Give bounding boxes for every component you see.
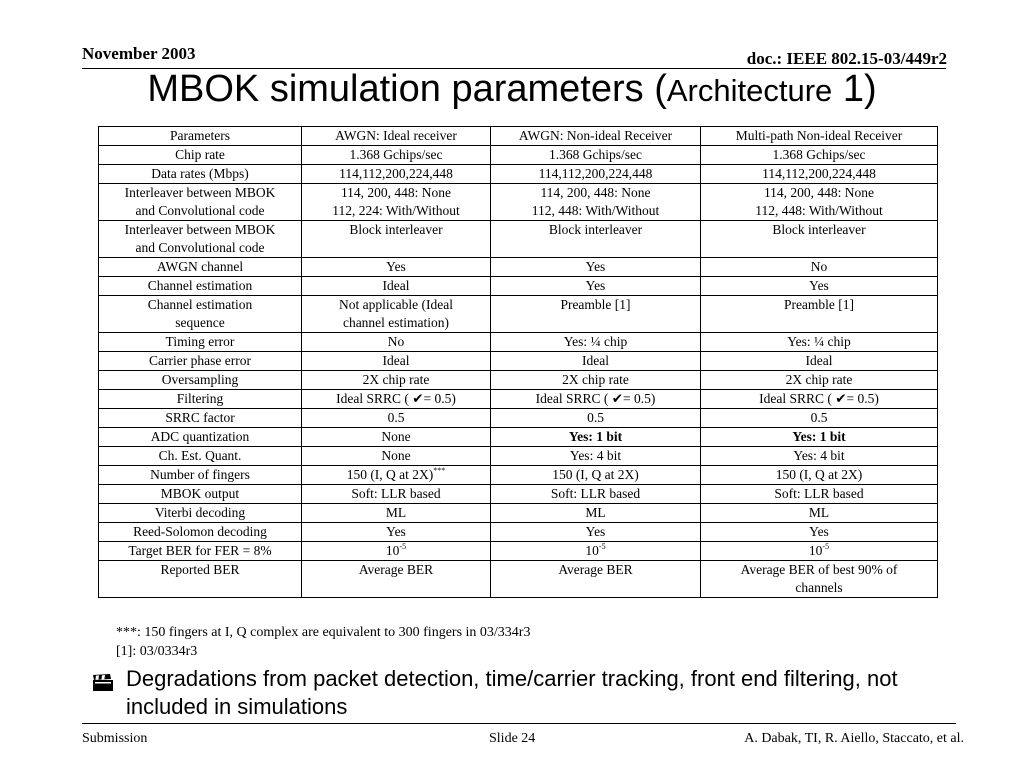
value-cell	[302, 371, 491, 390]
cell-text: Yes	[585, 524, 606, 539]
value-cell	[491, 221, 701, 258]
value-cell	[302, 447, 491, 466]
cell-text: None	[381, 429, 411, 444]
parameter-cell	[99, 371, 302, 390]
cell-text: Ch. Est. Quant.	[158, 448, 242, 463]
value-cell	[302, 165, 491, 184]
cell-text: Target BER for FER = 8%	[128, 543, 272, 558]
value-cell	[701, 258, 938, 277]
table-row	[99, 504, 938, 523]
header-doc-id: doc.: IEEE 802.15-03/449r2	[746, 49, 947, 68]
cell-text: 114,112,200,224,448	[538, 166, 653, 181]
parameter-cell	[99, 258, 302, 277]
value-cell	[491, 409, 701, 428]
cell-text: Oversampling	[161, 372, 239, 387]
value-cell	[491, 466, 701, 485]
cell-line: and Convolutional code	[135, 240, 265, 255]
cell-text: Average BER	[358, 562, 434, 577]
footer-authors: A. Dabak, TI, R. Aiello, Staccato, et al.	[744, 731, 964, 746]
cell-text: 150 (I, Q at 2X)	[775, 467, 863, 482]
cell-text: 1.368 Gchips/sec	[772, 147, 866, 162]
cell-text: Yes: 4 bit	[793, 448, 845, 463]
value-cell	[491, 561, 701, 598]
value-cell	[491, 428, 701, 447]
value-cell	[491, 146, 701, 165]
cell-line: and Convolutional code	[135, 203, 265, 218]
value-cell	[302, 542, 491, 561]
cell-text: Number of fingers	[150, 467, 250, 482]
value-cell	[701, 466, 938, 485]
value-cell	[302, 561, 491, 598]
cell-text: Ideal	[382, 353, 410, 368]
cell-text: Preamble [1]	[783, 297, 855, 312]
cell-text: No	[810, 259, 828, 274]
footnote-fingers: ***: 150 fingers at I, Q complex are equivalent to 300 fingers in 03/334r3	[116, 625, 531, 640]
cell-text: Ideal	[805, 353, 833, 368]
value-cell	[302, 352, 491, 371]
cell-text: 0.5	[587, 410, 604, 425]
cell-text: 10	[808, 543, 823, 558]
cell-text: Yes: 1 bit	[568, 429, 623, 444]
table-row	[99, 390, 938, 409]
value-cell	[701, 542, 938, 561]
cell-text: Block interleaver	[548, 222, 643, 237]
table-row	[99, 146, 938, 165]
bullet-item	[92, 665, 952, 721]
cell-text: Yes	[386, 259, 406, 274]
parameter-cell	[99, 561, 302, 598]
cell-text: ML	[585, 505, 606, 520]
value-cell	[701, 352, 938, 371]
value-cell	[701, 333, 938, 352]
slide-title-main: MBOK simulation parameters (	[147, 68, 667, 110]
value-cell	[701, 428, 938, 447]
parameter-cell	[99, 146, 302, 165]
cell-line: 112, 224: With/Without	[332, 203, 460, 218]
footer-submission: Submission	[82, 731, 148, 746]
cell-text: Yes	[386, 524, 406, 539]
value-cell	[491, 390, 701, 409]
cell-text: Block interleaver	[349, 222, 443, 237]
value-cell	[701, 447, 938, 466]
value-cell	[491, 277, 701, 296]
value-cell	[701, 523, 938, 542]
slide-title	[0, 66, 1024, 114]
parameter-cell	[99, 333, 302, 352]
cell-line: Not applicable (Ideal	[339, 297, 453, 312]
cell-line: Interleaver between MBOK	[124, 222, 276, 237]
cell-text: Reported BER	[160, 562, 240, 577]
value-cell	[302, 523, 491, 542]
cell-text: AWGN channel	[156, 259, 244, 274]
value-cell	[701, 409, 938, 428]
cell-text: 1.368 Gchips/sec	[549, 147, 642, 162]
value-cell	[701, 296, 938, 333]
value-cell	[491, 523, 701, 542]
value-cell	[302, 466, 491, 485]
table-row	[99, 561, 938, 598]
cell-text: Chip rate	[175, 147, 225, 162]
cell-text: Timing error	[165, 334, 235, 349]
parameter-cell	[99, 523, 302, 542]
column-header: Multi-path Non-ideal Receiver	[701, 127, 938, 146]
value-cell	[491, 296, 701, 333]
table-row	[99, 258, 938, 277]
value-cell	[491, 485, 701, 504]
cell-text: 2X chip rate	[785, 372, 853, 387]
parameter-cell	[99, 485, 302, 504]
cell-text: Reed-Solomon decoding	[133, 524, 267, 539]
table-row	[99, 428, 938, 447]
value-cell	[491, 504, 701, 523]
table-header-row	[99, 127, 938, 146]
value-cell	[491, 333, 701, 352]
column-header: AWGN: Non-ideal Receiver	[491, 127, 701, 146]
cell-text: Ideal	[582, 353, 609, 368]
cell-line: Channel estimation	[147, 297, 253, 312]
value-cell	[491, 352, 701, 371]
cell-line: 114, 200, 448: None	[763, 185, 875, 200]
cell-text: ADC quantization	[150, 429, 250, 444]
header-date: November 2003	[82, 44, 196, 63]
cell-text: 150 (I, Q at 2X)	[346, 467, 434, 482]
cell-text: Data rates (Mbps)	[151, 166, 249, 181]
value-cell	[302, 296, 491, 333]
table-row	[99, 352, 938, 371]
cell-text: 10	[585, 543, 599, 558]
cell-text: Viterbi decoding	[154, 505, 246, 520]
cell-text: 150 (I, Q at 2X)	[552, 467, 639, 482]
value-cell	[302, 277, 491, 296]
table-row	[99, 485, 938, 504]
footnote-reference: [1]: 03/0334r3	[116, 644, 198, 659]
cell-text: Ideal SRRC ( ✔= 0.5)	[759, 391, 879, 406]
table-row	[99, 296, 938, 333]
value-cell	[701, 277, 938, 296]
table-row	[99, 165, 938, 184]
bullet-text: Degradations from packet detection, time/carrier tracking, front end filtering, not included in simulations	[126, 666, 898, 719]
cell-text: Yes	[809, 524, 829, 539]
cell-text: No	[387, 334, 405, 349]
cell-line: channel estimation)	[342, 315, 450, 330]
value-cell	[491, 542, 701, 561]
table-row	[99, 277, 938, 296]
value-cell	[701, 184, 938, 221]
value-cell	[302, 146, 491, 165]
table-row	[99, 184, 938, 221]
cell-text: Yes: ¼ chip	[563, 334, 628, 349]
cell-text: Yes: 4 bit	[569, 448, 622, 463]
footer-slide-number: Slide 24	[489, 731, 536, 746]
clapperboard-icon	[92, 671, 114, 689]
cell-text: Yes	[585, 259, 606, 274]
value-cell	[701, 146, 938, 165]
cell-text: Filtering	[176, 391, 224, 406]
superscript: -5	[598, 542, 606, 551]
value-cell	[302, 184, 491, 221]
value-cell	[701, 485, 938, 504]
cell-text: 0.5	[387, 410, 405, 425]
cell-text: 114,112,200,224,448	[762, 166, 876, 181]
cell-text: MBOK output	[160, 486, 240, 501]
value-cell	[491, 165, 701, 184]
parameter-cell	[99, 390, 302, 409]
parameters-table	[98, 126, 938, 598]
value-cell	[701, 390, 938, 409]
cell-text: Ideal	[382, 278, 410, 293]
cell-line: 112, 448: With/Without	[531, 203, 660, 218]
cell-line: 114, 200, 448: None	[540, 185, 651, 200]
parameter-cell	[99, 428, 302, 447]
parameter-cell	[99, 447, 302, 466]
parameter-cell	[99, 221, 302, 258]
superscript: -5	[399, 542, 407, 551]
cell-line: Average BER of best 90% of	[740, 562, 898, 577]
cell-line: 114, 200, 448: None	[340, 185, 452, 200]
cell-line: Interleaver between MBOK	[124, 185, 276, 200]
superscript: ***	[433, 466, 446, 475]
value-cell	[701, 371, 938, 390]
cell-text: ML	[808, 505, 830, 520]
value-cell	[701, 221, 938, 258]
value-cell	[491, 258, 701, 277]
cell-line: channels	[795, 580, 843, 595]
cell-text: 2X chip rate	[562, 372, 629, 387]
cell-text: Average BER	[558, 562, 633, 577]
cell-text: None	[381, 448, 411, 463]
table-row	[99, 409, 938, 428]
table-row	[99, 542, 938, 561]
cell-text: Yes: ¼ chip	[787, 334, 851, 349]
cell-text: 114,112,200,224,448	[339, 166, 453, 181]
cell-text: Ideal SRRC ( ✔= 0.5)	[336, 391, 456, 406]
table-body	[99, 146, 938, 598]
value-cell	[701, 504, 938, 523]
parameter-cell	[99, 296, 302, 333]
table-row	[99, 221, 938, 258]
cell-text: Soft: LLR based	[351, 486, 441, 501]
cell-text: Carrier phase error	[149, 353, 251, 368]
value-cell	[701, 165, 938, 184]
table-row	[99, 466, 938, 485]
value-cell	[302, 504, 491, 523]
column-header: Parameters	[99, 127, 302, 146]
value-cell	[302, 258, 491, 277]
table-row	[99, 447, 938, 466]
value-cell	[491, 184, 701, 221]
superscript: -5	[822, 542, 830, 551]
table-row	[99, 371, 938, 390]
cell-text: Yes	[585, 278, 606, 293]
table-row	[99, 333, 938, 352]
cell-line: 112, 448: With/Without	[755, 203, 883, 218]
value-cell	[302, 409, 491, 428]
parameter-cell	[99, 165, 302, 184]
cell-text: Preamble [1]	[560, 297, 631, 312]
footer-divider	[82, 723, 956, 724]
parameter-cell	[99, 542, 302, 561]
cell-line: sequence	[175, 315, 225, 330]
parameter-cell	[99, 409, 302, 428]
cell-text: Soft: LLR based	[550, 486, 641, 501]
table-row	[99, 523, 938, 542]
value-cell	[701, 561, 938, 598]
cell-text: 2X chip rate	[362, 372, 430, 387]
cell-text: 0.5	[810, 410, 828, 425]
cell-text: 10	[385, 543, 400, 558]
slide-title-small: Architecture	[666, 73, 833, 108]
cell-text: Ideal SRRC ( ✔= 0.5)	[535, 391, 656, 406]
cell-text: Yes: 1 bit	[792, 429, 846, 444]
value-cell	[302, 485, 491, 504]
cell-text: 1.368 Gchips/sec	[349, 147, 443, 162]
cell-text: Channel estimation	[147, 278, 253, 293]
parameter-cell	[99, 184, 302, 221]
cell-text: Yes	[809, 278, 829, 293]
column-header: AWGN: Ideal receiver	[302, 127, 491, 146]
cell-text: Block interleaver	[772, 222, 866, 237]
cell-text: ML	[385, 505, 407, 520]
value-cell	[302, 333, 491, 352]
value-cell	[302, 428, 491, 447]
value-cell	[491, 371, 701, 390]
parameter-cell	[99, 466, 302, 485]
cell-text: Soft: LLR based	[774, 486, 864, 501]
parameter-cell	[99, 277, 302, 296]
value-cell	[302, 221, 491, 258]
value-cell	[491, 447, 701, 466]
parameter-cell	[99, 504, 302, 523]
slide-title-end: 1)	[832, 68, 877, 110]
value-cell	[302, 390, 491, 409]
parameter-cell	[99, 352, 302, 371]
cell-text: SRRC factor	[165, 410, 235, 425]
